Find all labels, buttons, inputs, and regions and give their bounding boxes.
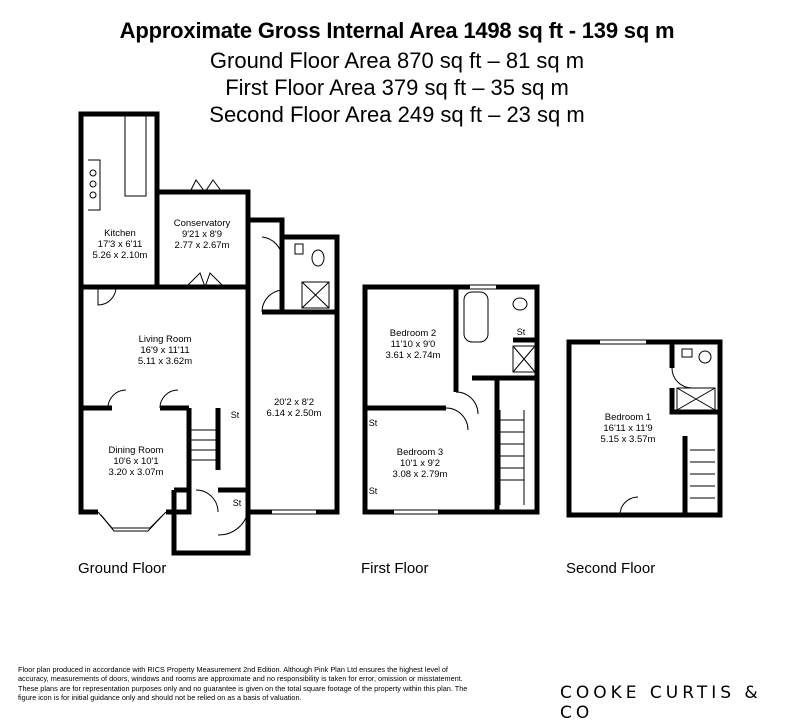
gross-area-title: Approximate Gross Internal Area 1498 sq ft - 139 sq m <box>119 18 675 43</box>
bedroom1-metric: 5.15 x 3.57m <box>600 434 656 445</box>
kitchen-imperial: 17'3 x 6'11 <box>97 239 143 250</box>
conservatory-name: Conservatory <box>173 218 231 229</box>
dining-room-imperial: 10'6 x 10'1 <box>113 456 159 467</box>
bedroom3-metric: 3.08 x 2.79m <box>392 469 448 480</box>
second-floor-label: Second Floor <box>566 560 656 577</box>
store-label-bathroom: St <box>516 327 526 337</box>
bedroom2-imperial: 11'10 x 9'0 <box>390 339 436 350</box>
conservatory-imperial: 9'21 x 8'9 <box>181 229 223 240</box>
ground-floor-label: Ground Floor <box>78 560 167 577</box>
bedroom2-name: Bedroom 2 <box>389 328 437 339</box>
store-label-porch: St <box>232 498 242 508</box>
first-floor-area: First Floor Area 379 sq ft – 35 sq m <box>225 75 569 100</box>
disclaimer-text: Floor plan produced in accordance with RICS Property Measurement 2nd Edition. Although Pink Plan Ltd ensures the highest level of accuracy, measurements of doors, windows and rooms are approximate and no responsibility is taken for error, omission or misstatement. These plans are for representation purposes only and no guarantee is given on the total square footage of the property within this plan. The figure icon is for initial guidance only and should not be relied on as a basis of valuation. <box>18 665 468 702</box>
bedroom1-name: Bedroom 1 <box>604 412 652 423</box>
dining-room-name: Dining Room <box>108 445 164 456</box>
store-label-bed3-top: St <box>368 418 378 428</box>
store-label-hall: St <box>230 410 240 420</box>
living-room-name: Living Room <box>138 334 192 345</box>
store-label-bed3-bottom: St <box>368 486 378 496</box>
ground-floor-area: Ground Floor Area 870 sq ft – 81 sq m <box>209 48 585 73</box>
garage-metric: 6.14 x 2.50m <box>266 408 322 419</box>
brand-logo-text: COOKE CURTIS & CO <box>560 683 762 723</box>
second-floor-area: Second Floor Area 249 sq ft – 23 sq m <box>209 102 585 127</box>
dining-room-metric: 3.20 x 3.07m <box>108 467 164 478</box>
bedroom3-name: Bedroom 3 <box>396 447 444 458</box>
conservatory-metric: 2.77 x 2.67m <box>174 240 230 251</box>
bedroom1-imperial: 16'11 x 11'9 <box>603 423 653 434</box>
first-floor-label: First Floor <box>361 560 429 577</box>
living-room-imperial: 16'9 x 11'11 <box>140 345 190 356</box>
living-room-metric: 5.11 x 3.62m <box>137 356 193 367</box>
kitchen-metric: 5.26 x 2.10m <box>92 250 148 261</box>
ground-floor-walls <box>81 114 337 553</box>
first-floor-walls <box>365 287 537 512</box>
kitchen-name: Kitchen <box>104 228 136 239</box>
bedroom3-imperial: 10'1 x 9'2 <box>399 458 441 469</box>
bedroom2-metric: 3.61 x 2.74m <box>385 350 441 361</box>
garage-imperial: 20'2 x 8'2 <box>273 397 315 408</box>
